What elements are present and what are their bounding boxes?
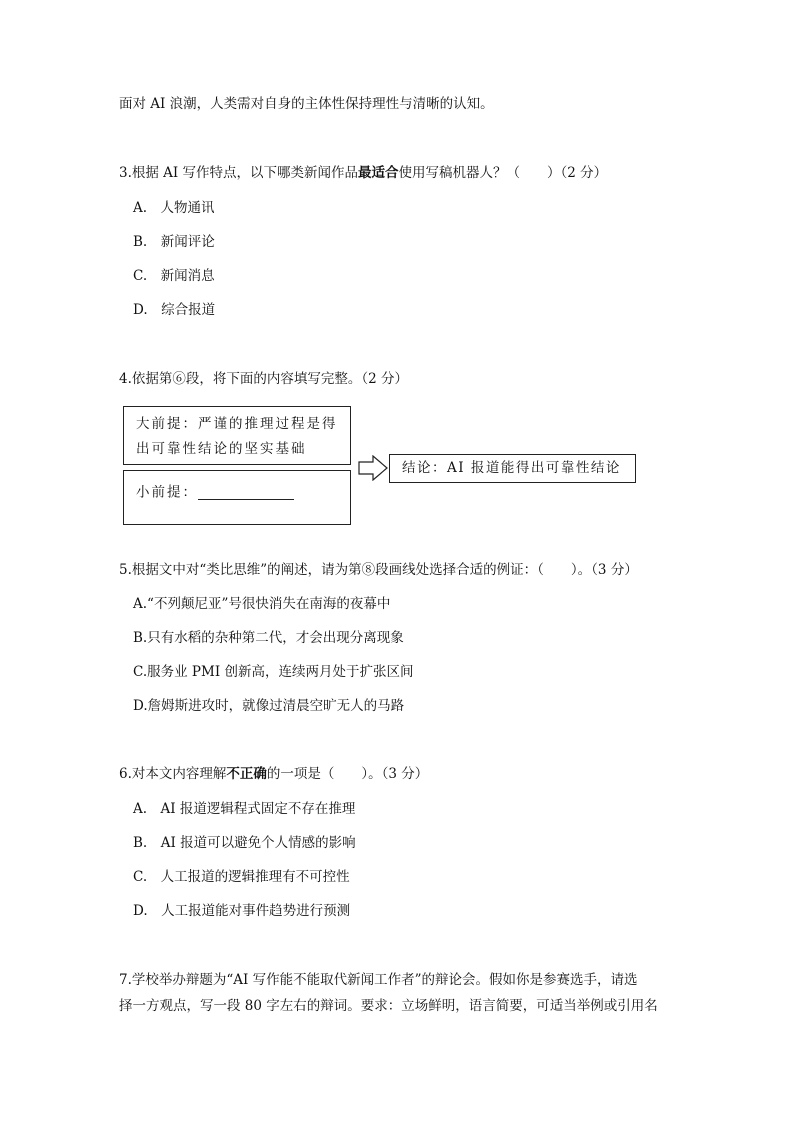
minor-premise-blank[interactable]	[198, 485, 294, 500]
q5-option-b[interactable]: B.只有水稻的杂种第二代，才会出现分离现象	[133, 630, 404, 646]
q3-stem-post: 使用写稿机器人？（ ）（2 分）	[398, 165, 608, 181]
q6-stem-post: 的一项是（ ）。（3 分）	[266, 766, 429, 782]
q3-option-c[interactable]: C. 新闻消息	[133, 268, 215, 284]
q5-option-a[interactable]: A.“不列颠尼亚”号很快消失在南海的夜幕中	[133, 596, 391, 612]
q3-stem-pre: 3.根据 AI 写作特点，以下哪类新闻作品	[119, 165, 359, 181]
minor-premise-label: 小前提：	[136, 485, 294, 500]
major-premise-box	[123, 406, 351, 465]
q3-option-d[interactable]: D. 综合报道	[133, 302, 216, 318]
q3-stem-bold: 最适合	[358, 165, 399, 181]
conclusion-text: 结论：AI 报道能得出可靠性结论	[402, 460, 621, 476]
q6-stem-bold: 不正确	[226, 766, 267, 782]
minor-premise-box[interactable]	[123, 470, 351, 525]
q3-option-a[interactable]: A. 人物通讯	[133, 200, 215, 216]
q3-option-b[interactable]: B. 新闻评论	[133, 234, 215, 250]
conclusion-box	[389, 454, 636, 483]
q6-option-d[interactable]: D. 人工报道能对事件趋势进行预测	[133, 903, 351, 919]
q6-option-b[interactable]: B. AI 报道可以避免个人情感的影响	[133, 835, 356, 851]
q4-stem: 4.依据第⑥段，将下面的内容填写完整。（2 分）	[119, 371, 409, 387]
q7-line1: 7.学校举办辩题为“AI 写作能不能取代新闻工作者”的辩论会。假如你是参赛选手，请选	[119, 972, 638, 988]
q5-option-d[interactable]: D.詹姆斯进攻时，就像过清晨空旷无人的马路	[133, 698, 405, 714]
q6-stem-pre: 6.对本文内容理解	[119, 766, 227, 782]
intro-line: 面对 AI 浪潮，人类需对自身的主体性保持理性与清晰的认知。	[119, 96, 494, 112]
major-premise-line1: 大前提：严谨的推理过程是得	[136, 416, 338, 432]
major-premise-line2: 出可靠性结论的坚实基础	[136, 441, 307, 457]
q6-stem	[119, 768, 428, 782]
q5-stem: 5.根据文中对“类比思维”的阐述，请为第⑧段画线处选择合适的例证：（ ）。（3 分）	[119, 562, 638, 578]
q3-stem	[119, 167, 607, 181]
q6-option-c[interactable]: C. 人工报道的逻辑推理有不可控性	[133, 869, 350, 885]
q7-line2: 择一方观点，写一段 80 字左右的辩词。要求：立场鲜明，语言简要，可适当举例或引用名	[119, 998, 658, 1014]
q6-option-a[interactable]: A. AI 报道逻辑程式固定不存在推理	[133, 801, 356, 817]
q5-option-c[interactable]: C.服务业 PMI 创新高，连续两月处于扩张区间	[133, 664, 414, 680]
arrow-right-icon	[358, 455, 388, 481]
